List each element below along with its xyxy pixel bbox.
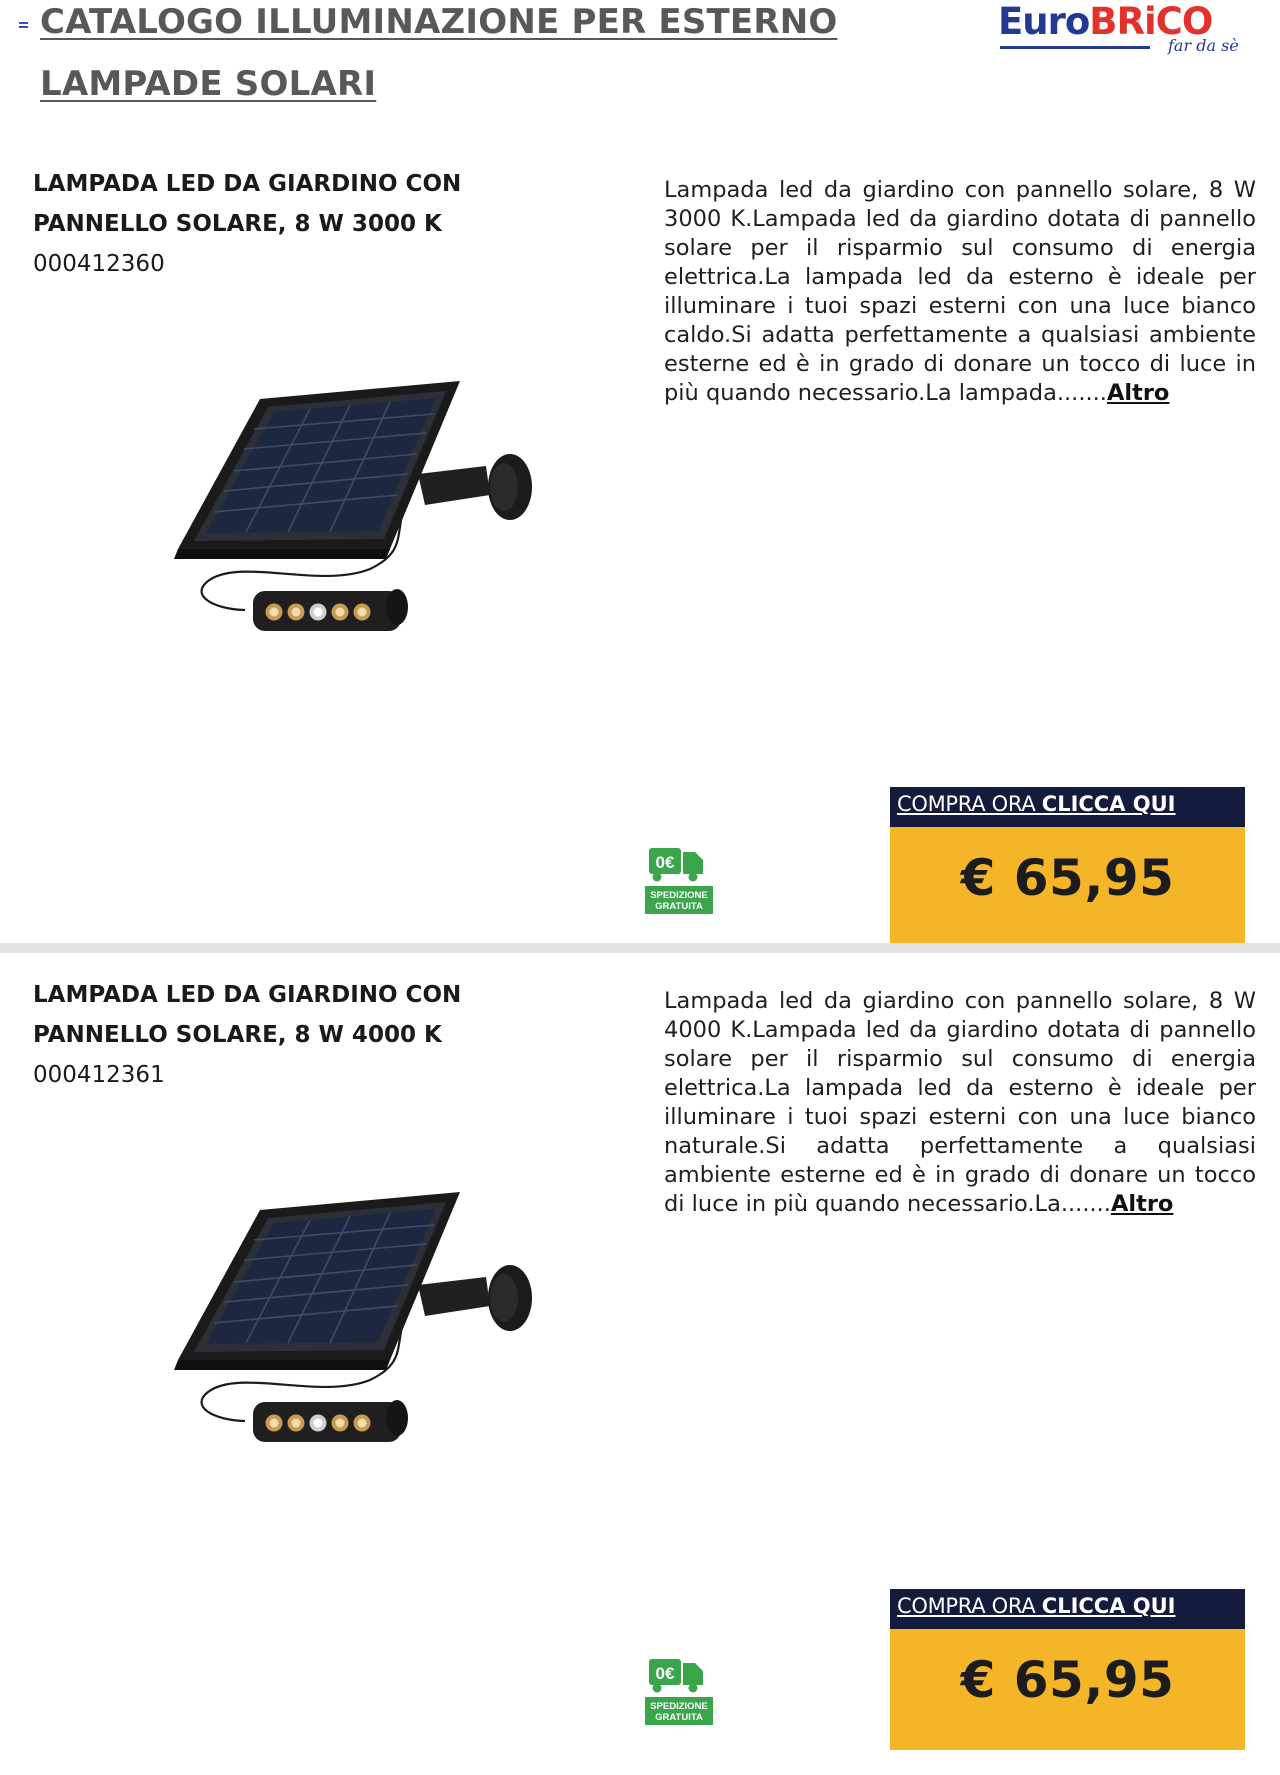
product-card [0,164,1280,964]
free-shipping-truck-icon [645,846,713,916]
product-price: € 65,95 [960,849,1175,907]
product-code: 000412360 [33,251,165,277]
buy-now-link[interactable] [897,1594,1176,1618]
click-here-link[interactable]: CLICCA QUI [1041,792,1176,816]
product-card [0,975,1280,1775]
more-link[interactable]: Altro [1106,380,1170,406]
more-link[interactable]: Altro [1110,1191,1174,1217]
product-description [664,176,1256,408]
price-box[interactable] [890,1629,1245,1750]
product-code: 000412361 [33,1062,165,1088]
buy-now-text[interactable]: COMPRA ORA [897,1594,1042,1618]
menu-icon[interactable] [19,22,28,30]
product-image[interactable] [150,319,555,724]
product-name[interactable]: LAMPADA LED DA GIARDINO CON PANNELLO SOLARE, 8 W 3000 K [33,171,462,237]
shipping-line2: GRATUITA [655,1712,703,1723]
logo-brico-text: BRiCO [1089,0,1213,43]
shipping-line2: GRATUITA [655,901,703,912]
category-subtitle: LAMPADE SOLARI [40,64,377,104]
catalog-title: CATALOGO ILLUMINAZIONE PER ESTERNO [40,2,838,42]
shipping-price-text: 0€ [655,1664,675,1683]
free-shipping-truck-icon [645,1657,713,1727]
product-image[interactable] [150,1130,555,1535]
logo-underline [1000,46,1150,49]
product-price: € 65,95 [960,1651,1175,1709]
click-here-link[interactable]: CLICCA QUI [1041,1594,1176,1618]
description-text: Lampada led da giardino con pannello solare, 8 W 4000 K.Lampada led da giardino dotata di pannello solare per il risparmio sul consumo di energia elettrica.La lampada led da esterno è ideale per illuminare i tuoi spazi esterni con una luce bianco naturale.Si adatta perfettamente a qualsiasi ambiente esterne ed è in grado di donare un tocco di luce in più quando necessario.La....... [664,988,1256,1217]
buy-now-bar[interactable] [890,1589,1245,1629]
shipping-price-text: 0€ [655,853,675,872]
buy-now-bar[interactable] [890,787,1245,827]
shipping-line1: SPEDIZIONE [650,1701,708,1712]
product-name[interactable]: LAMPADA LED DA GIARDINO CON PANNELLO SOLARE, 8 W 4000 K [33,982,462,1048]
buy-now-text[interactable]: COMPRA ORA [897,792,1042,816]
product-description [664,987,1256,1219]
shipping-line1: SPEDIZIONE [650,890,708,901]
logo-tagline: far da sè [1168,36,1239,55]
buy-now-link[interactable] [897,792,1176,816]
price-box[interactable] [890,827,1245,948]
product-divider [0,943,1280,953]
eurobrico-logo[interactable] [998,0,1248,56]
logo-euro-text: Euro [998,0,1090,43]
description-text: Lampada led da giardino con pannello solare, 8 W 3000 K.Lampada led da giardino dotata di pannello solare per il risparmio sul consumo di energia elettrica.La lampada led da esterno è ideale per illuminare i tuoi spazi esterni con una luce bianco caldo.Si adatta perfettamente a qualsiasi ambiente esterne ed è in grado di donare un tocco di luce in più quando necessario.La lampada....... [664,177,1256,406]
